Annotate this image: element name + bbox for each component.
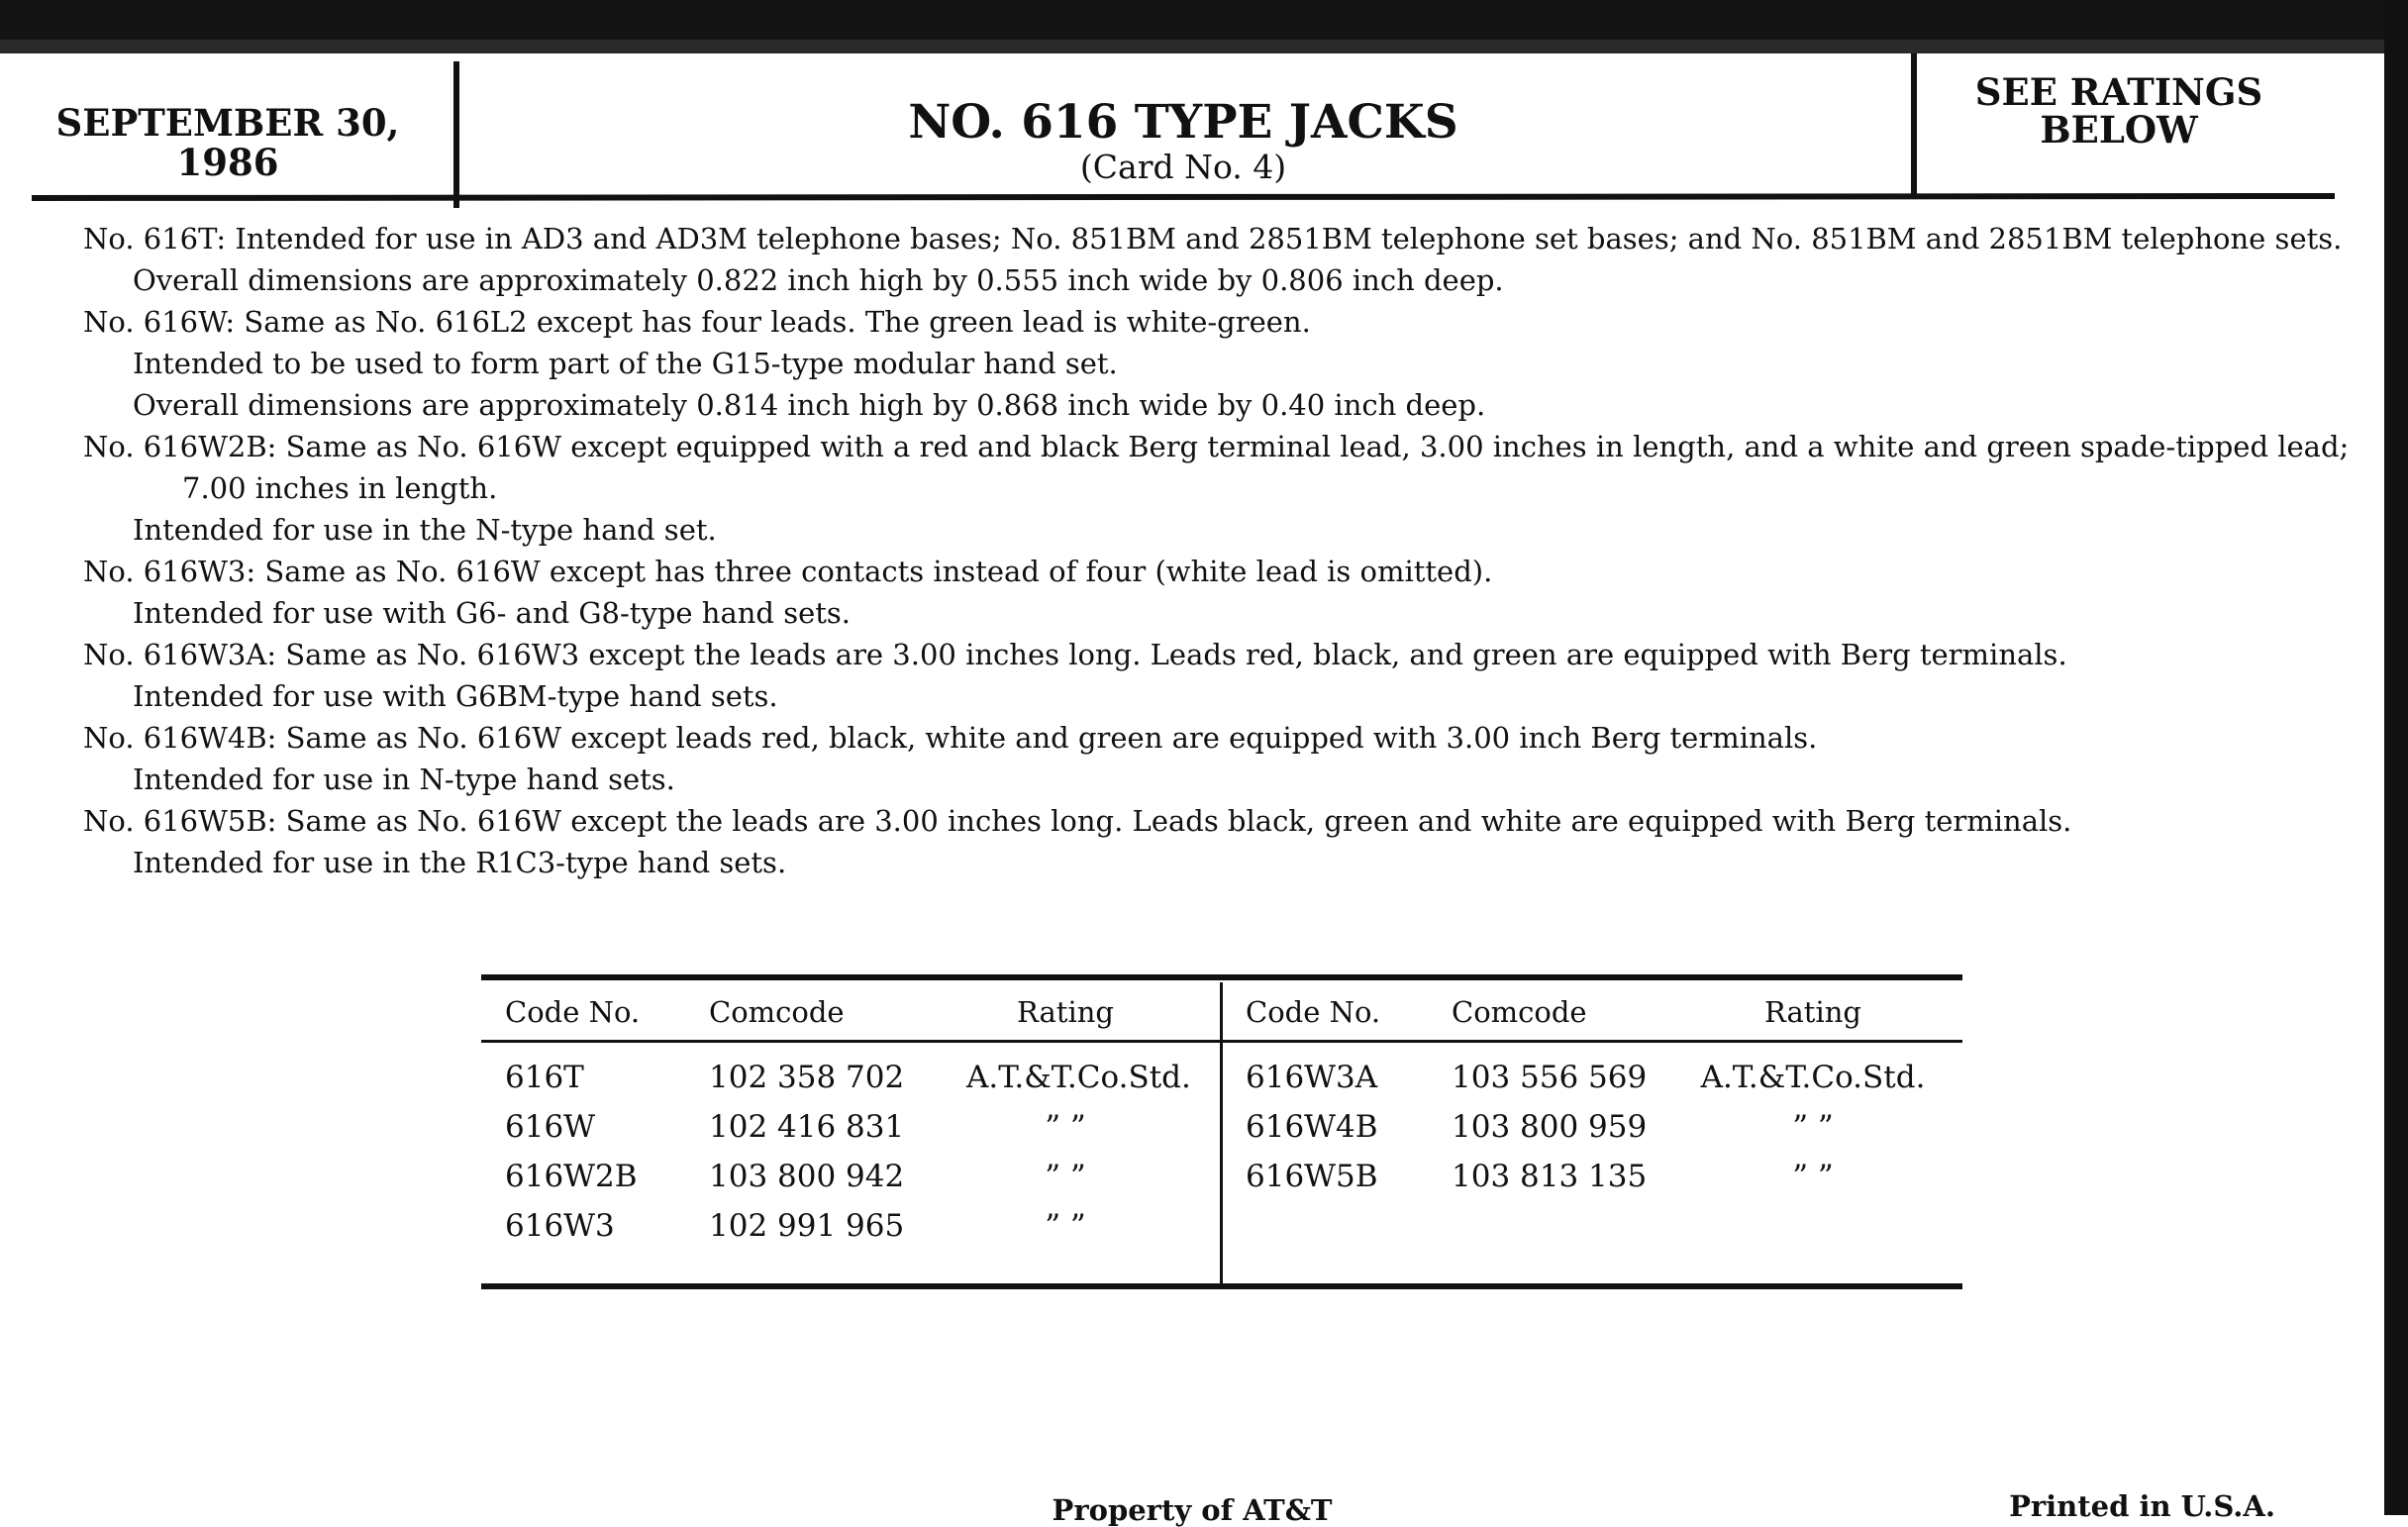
scan-border-shadow	[0, 40, 2408, 53]
table-cell-rating: ” ”	[1045, 1109, 1086, 1145]
header-date	[30, 103, 426, 182]
table-cell-comcode: 102 416 831	[709, 1109, 905, 1145]
text-line: No. 616W: Same as No. 616L2 except has four leads. The green lead is white-green.	[83, 305, 1311, 339]
text-line: Intended for use in N-type hand sets.	[133, 763, 675, 796]
page-title: NO. 616 TYPE JACKS	[908, 95, 1458, 150]
page-subtitle: (Card No. 4)	[1079, 148, 1287, 186]
footer-printed: Printed in U.S.A.	[2009, 1489, 2275, 1523]
table-cell-rating: ” ”	[1792, 1109, 1834, 1145]
table-cell-code: 616T	[505, 1060, 584, 1095]
text-line: No. 616W5B: Same as No. 616W except the leads are 3.00 inches long. Leads black, green and white are equipped with Berg terminals.	[83, 804, 2072, 838]
table-cell-code: 616W2B	[505, 1159, 638, 1194]
table-cell-code: 616W3A	[1246, 1060, 1378, 1095]
table-cell-comcode: 103 813 135	[1452, 1159, 1648, 1194]
column-header-comcode: Comcode	[1452, 995, 1587, 1029]
description-text	[83, 218, 2350, 883]
ratings-table	[481, 974, 1962, 1301]
header-date-line1: SEPTEMBER 30,	[55, 101, 400, 145]
header-title-block	[465, 97, 1901, 186]
table-cell-comcode: 103 556 569	[1452, 1060, 1648, 1095]
header-ratings-line1: SEE RATINGS	[1974, 70, 2263, 114]
table-cell-rating: A.T.&T.Co.Std.	[1700, 1060, 1926, 1095]
text-line: No. 616W3: Same as No. 616W except has three contacts instead of four (white lead is omitted).	[83, 555, 1493, 588]
table-cell-code: 616W	[505, 1109, 596, 1145]
document-card	[0, 53, 2384, 1527]
header-divider-right	[1911, 53, 1917, 198]
column-header-comcode: Comcode	[709, 995, 845, 1029]
header-date-line2: 1986	[176, 141, 279, 184]
text-line: No. 616W4B: Same as No. 616W except leads red, black, white and green are equipped with 3.00 inch Berg terminals.	[83, 721, 1818, 755]
text-line: 7.00 inches in length.	[182, 471, 498, 505]
table-cell-rating: ” ”	[1045, 1208, 1086, 1244]
text-line: Overall dimensions are approximately 0.822 inch high by 0.555 inch wide by 0.806 inch deep.	[133, 263, 1504, 297]
text-line: No. 616W3A: Same as No. 616W3 except the leads are 3.00 inches long. Leads red, black, and green are equipped with Berg terminals.	[83, 638, 2067, 671]
table-cell-comcode: 103 800 959	[1452, 1109, 1648, 1145]
table-cell-rating: A.T.&T.Co.Std.	[966, 1060, 1191, 1095]
text-line: Overall dimensions are approximately 0.814 inch high by 0.868 inch wide by 0.40 inch deep.	[133, 388, 1486, 422]
column-header-code: Code No.	[505, 995, 641, 1029]
table-cell-rating: ” ”	[1045, 1159, 1086, 1194]
text-line: Intended for use in the R1C3-type hand sets.	[133, 846, 787, 879]
text-line: Intended for use with G6- and G8-type hand sets.	[133, 596, 851, 630]
column-header-rating: Rating	[1764, 995, 1861, 1029]
header-divider-left	[453, 61, 459, 208]
table-cell-rating: ” ”	[1792, 1159, 1834, 1194]
table-cell-comcode: 103 800 942	[709, 1159, 905, 1194]
text-line: No. 616T: Intended for use in AD3 and AD3M telephone bases; No. 851BM and 2851BM telephone set bases; and No. 851BM and 2851BM telephone sets.	[83, 222, 2343, 255]
scan-border-right	[2384, 0, 2408, 1515]
header-rule	[32, 193, 2335, 201]
header-ratings-line2: BELOW	[2040, 108, 2198, 152]
table-cell-comcode: 102 991 965	[709, 1208, 905, 1244]
table-rule-top	[481, 974, 1962, 980]
text-line: Intended to be used to form part of the G15-type modular hand set.	[133, 347, 1118, 380]
column-header-code: Code No.	[1246, 995, 1381, 1029]
table-column-divider	[1220, 982, 1223, 1283]
column-header-rating: Rating	[1017, 995, 1114, 1029]
text-line: Intended for use in the N-type hand set.	[133, 513, 717, 547]
table-cell-code: 616W4B	[1246, 1109, 1378, 1145]
table-cell-code: 616W5B	[1246, 1159, 1378, 1194]
text-line: Intended for use with G6BM-type hand sets.	[133, 679, 778, 713]
footer-property: Property of AT&T	[1052, 1493, 1333, 1527]
table-cell-comcode: 102 358 702	[709, 1060, 905, 1095]
scan-border-top	[0, 0, 2408, 40]
table-cell-code: 616W3	[505, 1208, 615, 1244]
table-rule-bottom	[481, 1283, 1962, 1289]
text-line: No. 616W2B: Same as No. 616W except equipped with a red and black Berg terminal lead, 3.00 inches in length, and a white and green spade-tipped lead;	[83, 430, 2350, 463]
header-ratings-note	[1931, 70, 2307, 152]
